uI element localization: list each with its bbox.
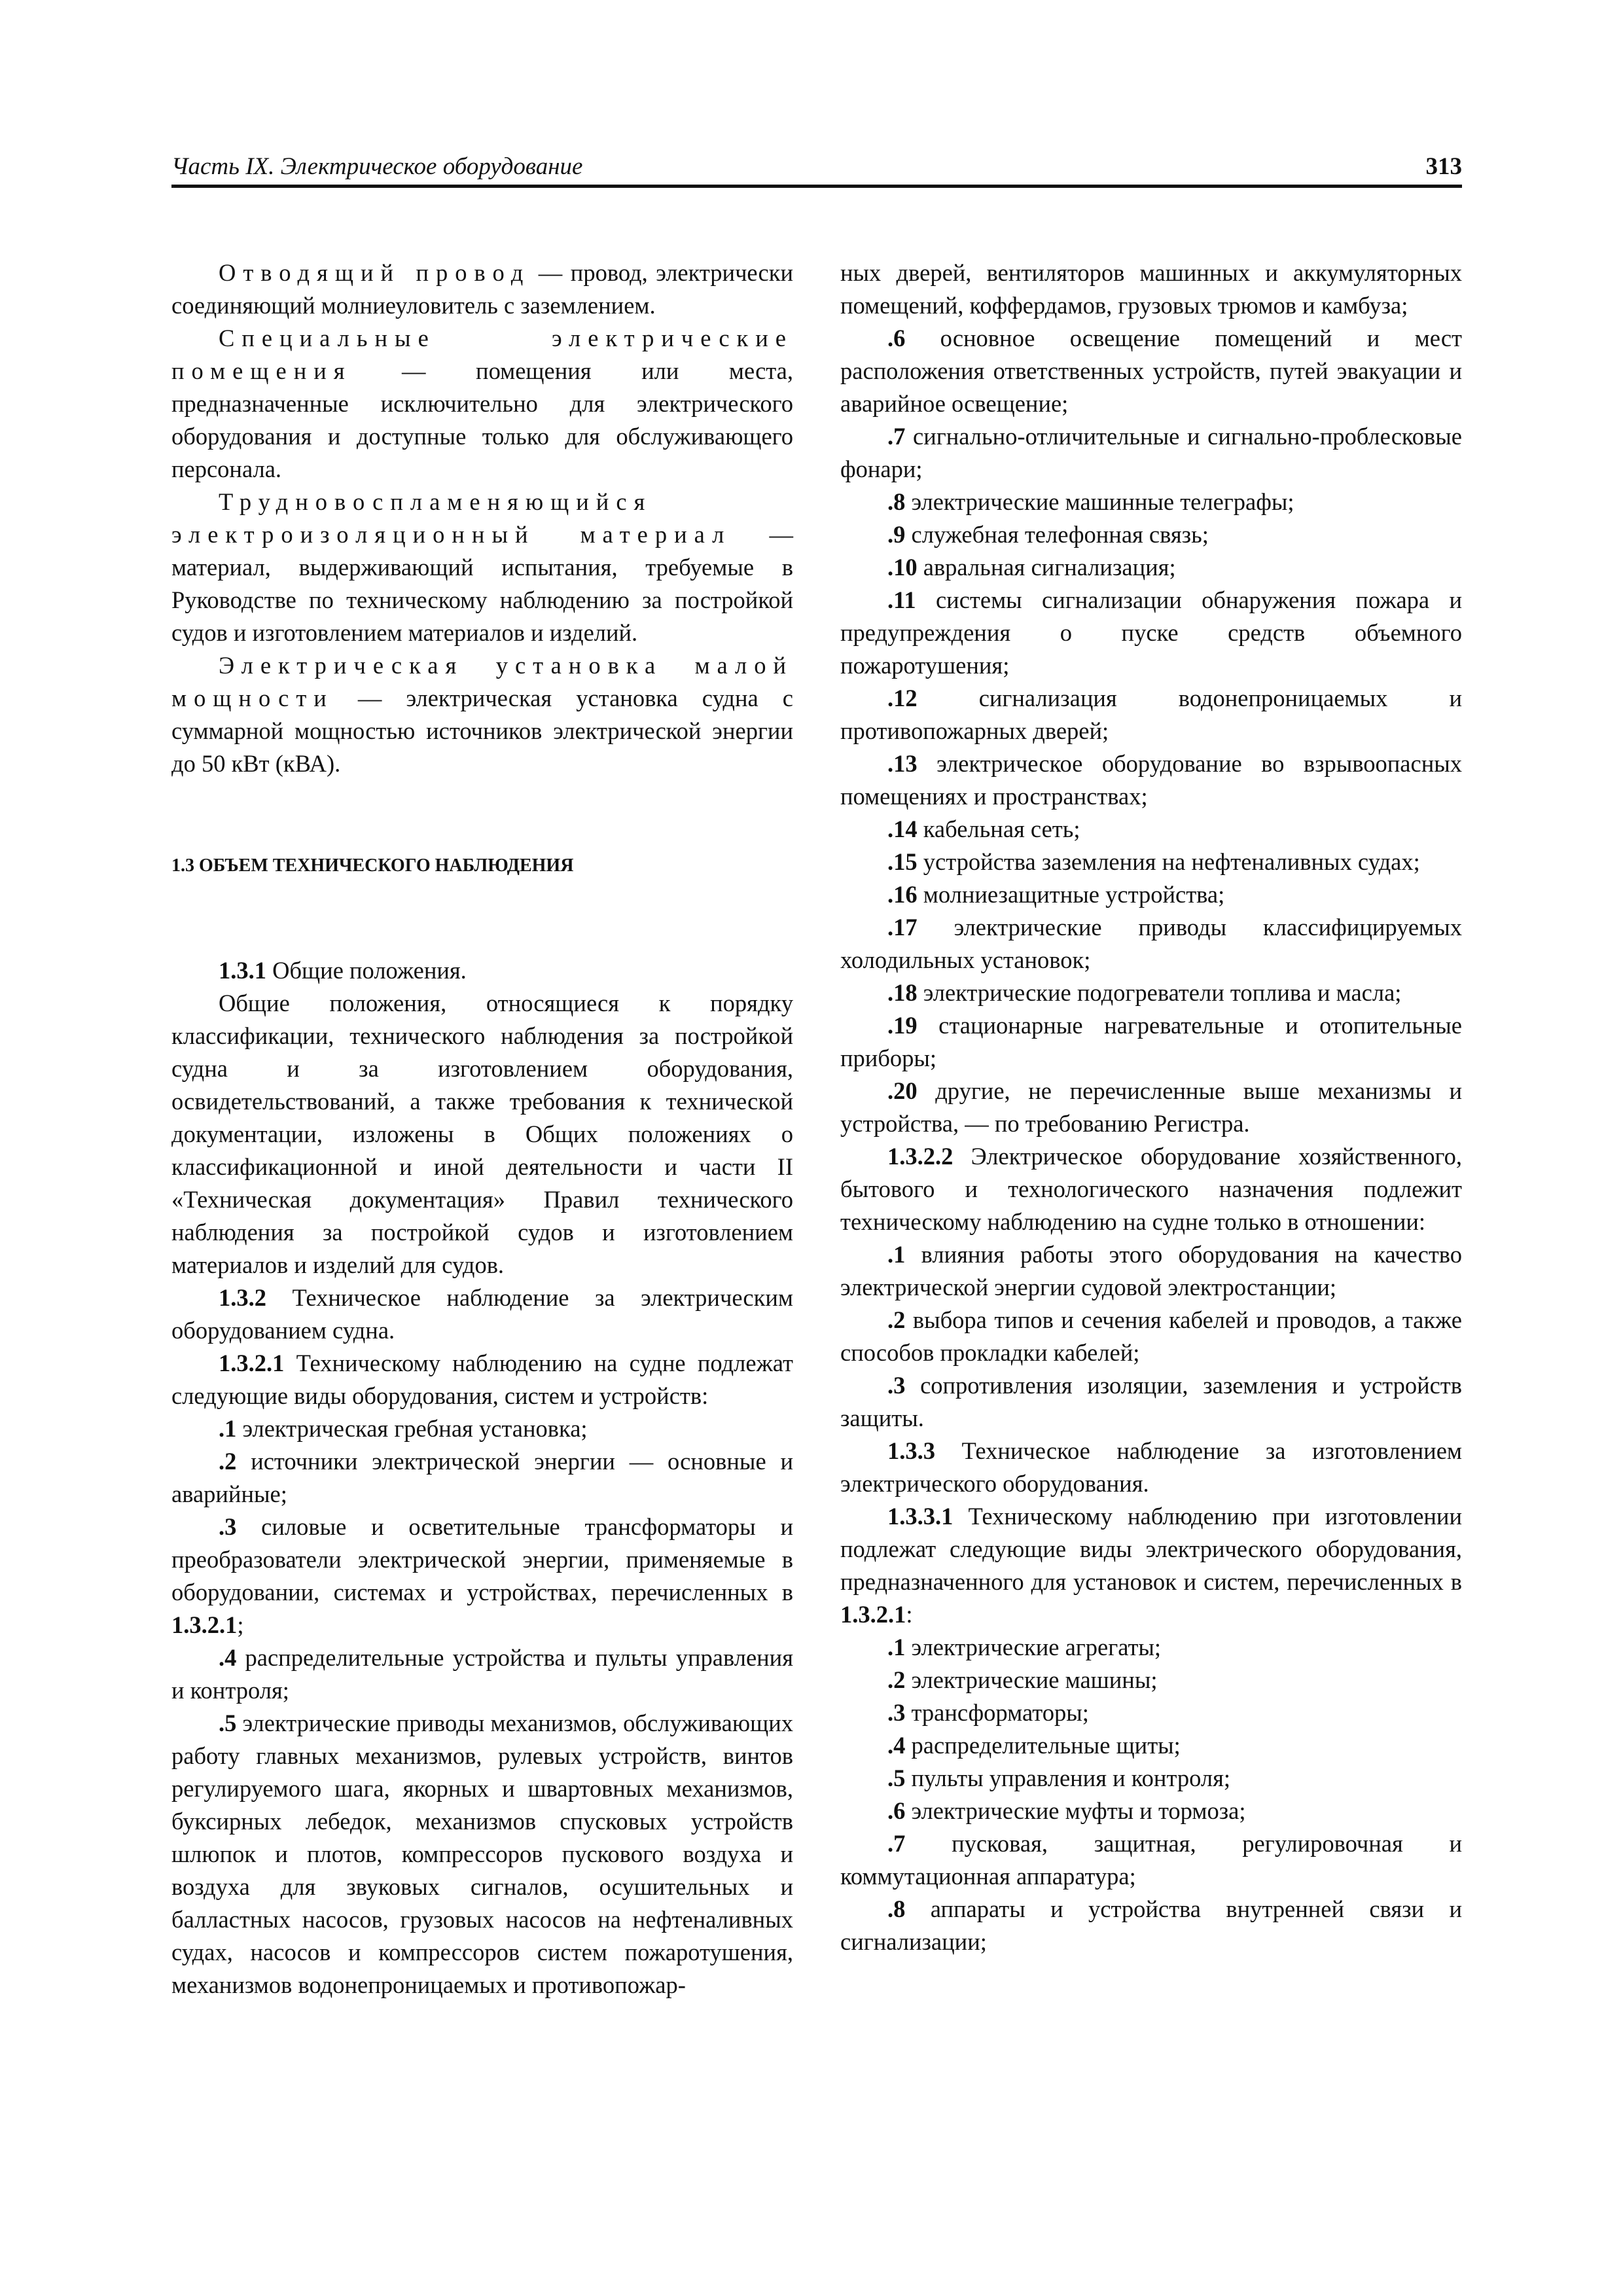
item-number: .11 (887, 586, 916, 613)
list-item (840, 682, 1462, 747)
item-number: .3 (887, 1699, 906, 1726)
list-item (840, 1893, 1462, 1958)
definition-term: Электрическая установка малой мощности (171, 652, 793, 711)
item-number: .2 (887, 1666, 906, 1693)
clause-text: Техническому наблюдению на судне подлежат следующие виды оборудования, систем и устройств: (171, 1350, 793, 1409)
section-heading: 1.3 ОБЪЕМ ТЕХНИЧЕСКОГО НАБЛЮДЕНИЯ (171, 855, 574, 876)
definition-paragraph (171, 322, 793, 486)
clause-number: 1.3.2.1 (219, 1350, 285, 1376)
list-item (171, 1707, 793, 2001)
list-item (840, 1631, 1462, 1664)
continued-paragraph: ных дверей, вентиляторов машинных и аккумуляторных помещений, коффердамов, грузовых трюмов и камбуза; (840, 259, 1462, 319)
item-text: кабельная сеть; (917, 816, 1080, 842)
item-text: авральная сигнализация; (917, 554, 1176, 581)
list-item (840, 846, 1462, 878)
item-number: .14 (887, 816, 918, 842)
clause-number: 1.3.3 (887, 1437, 935, 1464)
item-text: электрические приводы классифицируемых холодильных установок; (840, 914, 1462, 973)
clause-heading (840, 1435, 1462, 1500)
definition-text: — материал, выдерживающий испытания, требуемые в Руководстве по техническому наблюдению за постройкой судов и изготовлением материалов и изделий. (171, 521, 794, 646)
item-number: .15 (887, 848, 918, 875)
list-item (840, 977, 1462, 1009)
list-item (840, 518, 1462, 551)
list-item (840, 420, 1462, 486)
list-item (840, 1075, 1462, 1140)
item-text: силовые и осветительные трансформаторы и преобразователи электрической энергии, применяемые в оборудовании, системах и устройствах, перечисленных в (171, 1513, 793, 1605)
clause-number: 1.3.1 (219, 957, 266, 984)
item-text: электрические подогреватели топлива и масла; (917, 979, 1402, 1006)
definition-text: — электрическая установка судна с суммарной мощностью источников электрической энергии до 50 кВт (кВА). (171, 685, 793, 777)
list-item (840, 1696, 1462, 1729)
cross-reference: 1.3.2.1 (840, 1601, 906, 1628)
clause-number: 1.3.2 (219, 1284, 266, 1311)
definition-paragraph (171, 649, 793, 780)
clause-text-tail: : (906, 1601, 913, 1628)
definition-paragraph (171, 486, 793, 649)
list-item (840, 1238, 1462, 1304)
list-item (840, 1762, 1462, 1795)
definition-term: Специальные электрические помещения (171, 325, 793, 384)
clause-title: Техническое наблюдение за изготовлением электрического оборудования. (840, 1437, 1462, 1497)
list-item (840, 551, 1462, 584)
item-text: стационарные нагревательные и отопительные приборы; (840, 1012, 1462, 1071)
item-text: трансформаторы; (905, 1699, 1089, 1726)
definition-paragraph (171, 257, 793, 322)
clause-title: Техническое наблюдение за электрическим оборудованием судна. (171, 1284, 793, 1344)
clause-text: Техническому наблюдению при изготовлении подлежат следующие виды электрического оборудования, предназначенного для установок и систем, перечисленных в (840, 1503, 1462, 1595)
clause-number: 1.3.2.2 (887, 1143, 954, 1170)
clause-heading (171, 954, 793, 987)
item-text: системы сигнализации обнаружения пожара и предупреждения о пуске средств объемного пожаротушения; (840, 586, 1462, 679)
right-column (840, 257, 1462, 1958)
item-text: распределительные устройства и пульты управления и контроля; (171, 1644, 793, 1704)
item-number: .1 (887, 1241, 906, 1268)
item-text: другие, не перечисленные выше механизмы и устройства, — по требованию Регистра. (840, 1077, 1462, 1137)
item-number: .12 (887, 685, 918, 711)
clause-paragraph (840, 1140, 1462, 1238)
item-text: основное освещение помещений и мест расположения ответственных устройств, путей эвакуации и аварийное освещение; (840, 325, 1462, 417)
item-text: устройства заземления на нефтеналивных судах; (917, 848, 1420, 875)
clause-heading (171, 1282, 793, 1347)
item-text: электрические муфты и тормоза; (905, 1797, 1246, 1824)
item-number: .5 (887, 1765, 906, 1791)
page-number: 313 (1425, 153, 1462, 180)
item-text: источники электрической энергии — основные и аварийные; (171, 1448, 793, 1507)
list-item (840, 1795, 1462, 1827)
definition-text: — провод, электрически соединяющий молниеуловитель с заземлением. (171, 259, 793, 319)
item-number: .10 (887, 554, 918, 581)
list-item (171, 1412, 793, 1445)
list-item (840, 486, 1462, 518)
list-item (840, 1827, 1462, 1893)
item-number: .4 (887, 1732, 906, 1759)
item-number: .13 (887, 750, 918, 777)
item-text: аппараты и устройства внутренней связи и сигнализации; (840, 1895, 1462, 1955)
item-number: .7 (887, 423, 906, 450)
item-text: электрические машинные телеграфы; (905, 488, 1294, 515)
clause-paragraph: Общие положения, относящиеся к порядку классификации, технического наблюдения за постройкой судна и за изготовлением оборудования, освидетельствований, а также требования к технической документации, изложены в Общих положениях о классификационной и иной деятельности и части II «Техническая документация» Правил технического наблюдения за постройкой судов и изготовлением материалов и изделий для судов. (171, 990, 793, 1278)
item-text: пульты управления и контроля; (905, 1765, 1231, 1791)
item-number: .2 (887, 1306, 906, 1333)
item-number: .9 (887, 521, 906, 548)
list-item (840, 813, 1462, 846)
running-header (171, 145, 1462, 188)
item-number: .1 (887, 1634, 906, 1660)
item-text: электрическая гребная установка; (236, 1415, 588, 1442)
item-number: .8 (887, 1895, 906, 1922)
left-column (171, 257, 793, 2001)
item-number: .2 (219, 1448, 237, 1475)
item-number: .3 (887, 1372, 906, 1399)
item-text: молниезащитные устройства; (917, 881, 1225, 908)
clause-title: Общие положения. (266, 957, 467, 984)
item-text: электрическое оборудование во взрывоопасных помещениях и пространствах; (840, 750, 1462, 810)
item-number: .3 (219, 1513, 237, 1540)
header-title: Часть IX. Электрическое оборудование (171, 153, 583, 180)
item-number: .20 (887, 1077, 918, 1104)
list-item (840, 322, 1462, 420)
item-text: выбора типов и сечения кабелей и проводов, а также способов прокладки кабелей; (840, 1306, 1462, 1366)
definition-text: — помещения или места, предназначенные исключительно для электрического оборудования и доступные только для обслуживающего персонала. (171, 357, 793, 482)
list-item (840, 1664, 1462, 1696)
item-number: .8 (887, 488, 906, 515)
list-item (840, 584, 1462, 682)
list-item (840, 747, 1462, 813)
list-item (840, 878, 1462, 911)
item-text: сигнализация водонепроницаемых и противопожарных дверей; (840, 685, 1462, 744)
item-number: .6 (887, 325, 906, 351)
list-item (840, 1304, 1462, 1369)
item-text: сигнально-отличительные и сигнально-проблесковые фонари; (840, 423, 1462, 482)
item-number: .17 (887, 914, 918, 941)
item-number: .19 (887, 1012, 918, 1039)
item-text: распределительные щиты; (905, 1732, 1181, 1759)
item-number: .7 (887, 1830, 906, 1857)
list-item (840, 911, 1462, 977)
item-text: влияния работы этого оборудования на качество электрической энергии судовой электростанции; (840, 1241, 1462, 1300)
list-item (171, 1445, 793, 1511)
item-number: .18 (887, 979, 918, 1006)
list-item (171, 1511, 793, 1641)
item-text: пусковая, защитная, регулировочная и коммутационная аппаратура; (840, 1830, 1462, 1890)
clause-paragraph (840, 1500, 1462, 1631)
clause-text: Электрическое оборудование хозяйственного, бытового и технологического назначения подлежит техническому наблюдению на судне только в отношении: (840, 1143, 1462, 1235)
document-page (171, 145, 1462, 1998)
cross-reference: 1.3.2.1 (171, 1611, 238, 1638)
item-number: .6 (887, 1797, 906, 1824)
item-number: .16 (887, 881, 918, 908)
item-text: электрические приводы механизмов, обслуживающих работу главных механизмов, рулевых устройств, винтов регулируемого шага, якорных и швартовных механизмов, буксирных лебедок, механизмов спусковых устройств шлюпок и плотов, компрессоров пускового воздуха и воздуха для звуковых сигналов, осушительных и балластных насосов, грузовых насосов на нефтеналивных судах, насосов и компрессоров систем пожаротушения, механизмов водонепроницаемых и противопожар- (171, 1710, 793, 1998)
clause-paragraph (171, 1347, 793, 1412)
item-text: электрические агрегаты; (905, 1634, 1162, 1660)
list-item (840, 1009, 1462, 1075)
list-item (840, 1369, 1462, 1435)
list-item (171, 1641, 793, 1707)
item-text: электрические машины; (905, 1666, 1158, 1693)
item-number: .1 (219, 1415, 237, 1442)
item-text: сопротивления изоляции, заземления и устройств защиты. (840, 1372, 1462, 1431)
item-number: .4 (219, 1644, 237, 1671)
item-text-tail: ; (237, 1611, 244, 1638)
definition-term: Трудновоспламеняющийся электроизоляционный материал (171, 488, 732, 548)
item-number: .5 (219, 1710, 237, 1736)
definition-term: Отводящий провод (219, 259, 531, 286)
clause-number: 1.3.3.1 (887, 1503, 954, 1530)
item-text: служебная телефонная связь; (905, 521, 1209, 548)
list-item (840, 1729, 1462, 1762)
